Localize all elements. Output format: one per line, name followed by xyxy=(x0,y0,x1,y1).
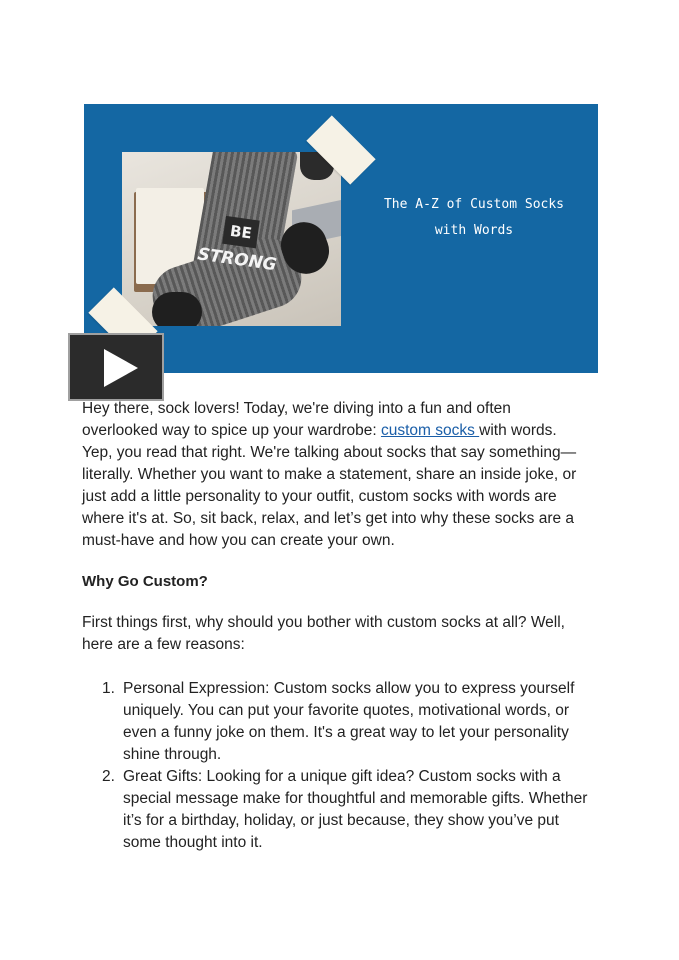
sock-text-strong: STRONG xyxy=(196,244,278,276)
banner-title-line-2: with Words xyxy=(434,223,514,238)
reasons-list xyxy=(82,678,592,854)
list-item-text: Great Gifts: Looking for a unique gift idea? Custom socks with a special message make for thoughtful and memorable gifts. Whether it’s for a birthday, holiday, or just because, they show you’ve put some thought into it. xyxy=(123,768,588,851)
list-item-number: 2. xyxy=(102,768,115,785)
banner-title xyxy=(374,192,574,244)
list-item xyxy=(82,678,592,766)
list-item-number: 1. xyxy=(102,680,115,697)
section-paragraph: First things first, why should you bother with custom socks at all? Well, here are a few reasons: xyxy=(82,614,565,653)
list-item xyxy=(82,766,592,854)
intro-text-end: with words. Yep, you read that right. We're talking about socks that say something—literally. Whether you want to make a statement, share an inside joke, or just add a little personality to your outfit, custom socks with words are where it's at. So, sit back, relax, and let’s get into why these socks are a must-have and how you can create your own. xyxy=(82,422,577,549)
intro-text-start: Hey there, sock lovers! Today, we're diving into a fun and often overlooked way to spice up your wardrobe: xyxy=(82,400,511,439)
section-heading: Why Go Custom? xyxy=(82,573,208,590)
play-icon xyxy=(104,349,138,387)
list-item-text: Personal Expression: Custom socks allow you to express yourself uniquely. You can put your favorite quotes, motivational words, or even a funny joke on them. It's a great way to let your personality shine through. xyxy=(123,680,575,763)
sock-text-be: BE xyxy=(222,216,260,248)
sock-heel xyxy=(152,292,202,326)
sock-photo xyxy=(122,152,341,326)
intro-paragraph xyxy=(82,398,582,552)
custom-socks-link[interactable]: custom socks xyxy=(380,422,480,439)
video-play-button[interactable] xyxy=(68,333,164,401)
banner-title-line-1: The A-Z of Custom Socks xyxy=(383,197,564,212)
